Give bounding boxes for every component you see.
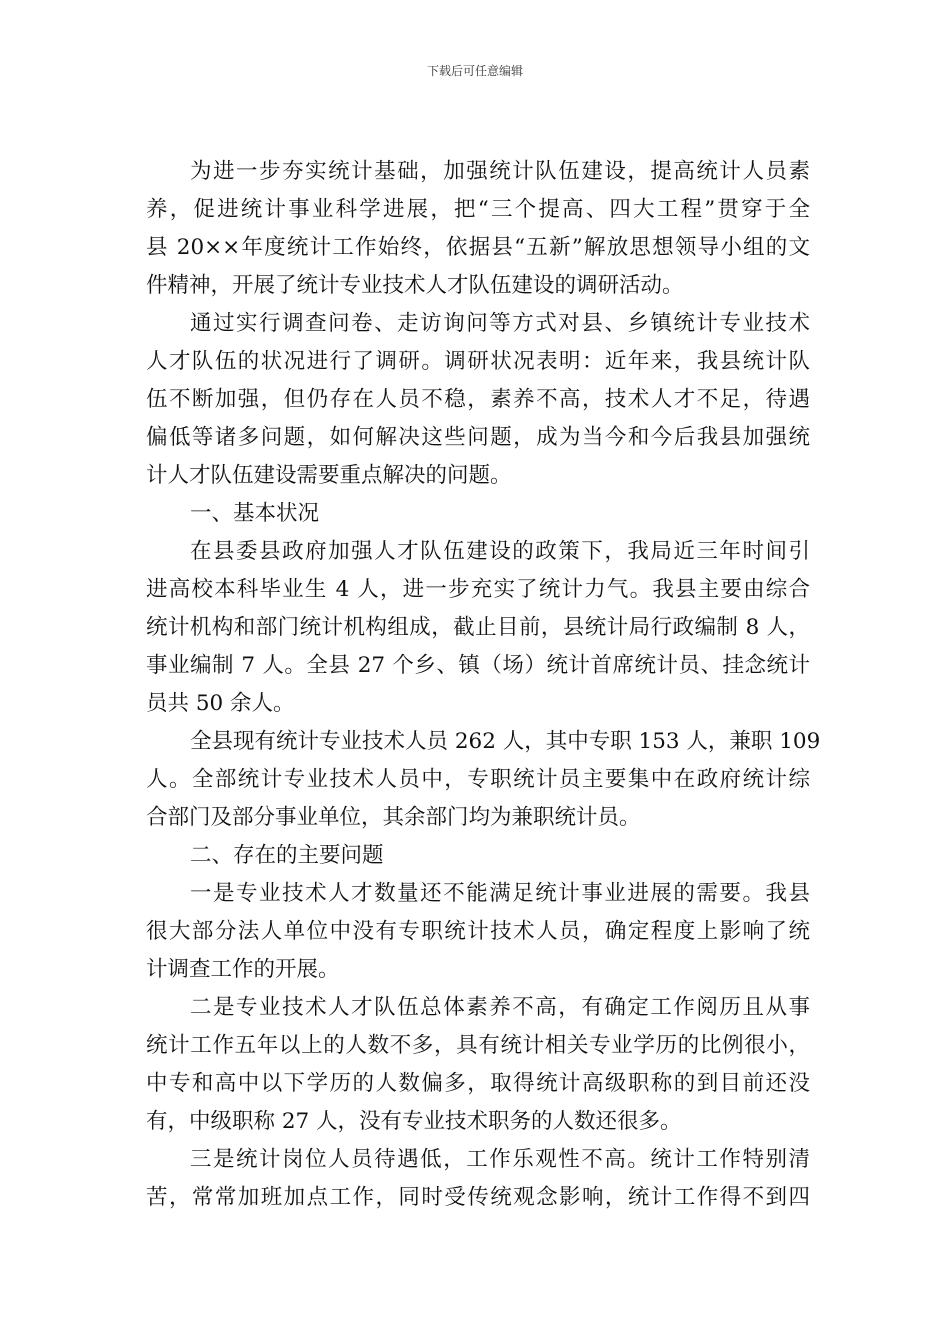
paragraph-line: 中专和高中以下学历的人数偏多，取得统计高级职称的到目前还没 (146, 1071, 810, 1096)
paragraph-line: 有，中级职称 27 人，没有专业技术职务的人数还很多。 (146, 1109, 682, 1134)
paragraph-line: 进高校本科毕业生 4 人，进一步充实了统计力气。我县主要由综合 (146, 577, 810, 602)
paragraph-line: 事业编制 7 人。全县 27 个乡、镇（场）统计首席统计员、挂念统计 (146, 653, 810, 678)
paragraph-first-line: 在县委县政府加强人才队伍建设的政策下，我局近三年时间引 (190, 539, 810, 564)
paragraph-first-line: 一是专业技术人才数量还不能满足统计事业进展的需要。我县 (190, 881, 810, 906)
paragraph-first-line: 全县现有统计专业技术人员 262 人，其中专职 153 人，兼职 109 (190, 729, 821, 754)
paragraph-first-line: 为进一步夯实统计基础，加强统计队伍建设，提高统计人员素 (190, 159, 810, 184)
paragraph-first-line: 三是统计岗位人员待遇低，工作乐观性不高。统计工作特别清 (190, 1147, 810, 1172)
paragraph-first-line: 二是专业技术人才队伍总体素养不高，有确定工作阅历且从事 (190, 995, 810, 1020)
paragraph-line: 人。全部统计专业技术人员中，专职统计员主要集中在政府统计综 (146, 767, 810, 792)
paragraph-line: 员共 50 余人。 (146, 691, 295, 716)
paragraph-first-line: 一、基本状况 (190, 501, 320, 526)
paragraph-line: 很大部分法人单位中没有专职统计技术人员，确定程度上影响了统 (146, 919, 810, 944)
paragraph-first-line: 通过实行调查问卷、走访询问等方式对县、乡镇统计专业技术 (190, 311, 810, 336)
paragraph-line: 统计机构和部门统计机构组成，截止目前，县统计局行政编制 8 人， (146, 615, 810, 640)
document-body (146, 153, 821, 1217)
paragraph-line: 计调查工作的开展。 (146, 957, 340, 982)
paragraph-first-line: 二、存在的主要问题 (190, 843, 384, 868)
paragraph-line: 合部门及部分事业单位，其余部门均为兼职统计员。 (146, 805, 641, 830)
paragraph-line: 苦，常常加班加点工作，同时受传统观念影响，统计工作得不到四 (146, 1185, 810, 1210)
paragraph-line: 计人才队伍建设需要重点解决的问题。 (146, 463, 512, 488)
paragraph-line: 统计工作五年以上的人数不多，具有统计相关专业学历的比例很小， (146, 1033, 810, 1058)
paragraph-line: 偏低等诸多问题，如何解决这些问题，成为当今和今后我县加强统 (146, 425, 810, 450)
paragraph-line: 伍不断加强，但仍存在人员不稳，素养不高，技术人才不足，待遇 (146, 387, 810, 412)
paragraph-line: 养，促进统计事业科学进展，把“三个提高、四大工程”贯穿于全 (146, 197, 810, 222)
paragraph-line: 人才队伍的状况进行了调研。调研状况表明：近年来，我县统计队 (146, 349, 810, 374)
paragraph-line: 县 20××年度统计工作始终，依据县“五新”解放思想领导小组的文 (146, 235, 810, 260)
page-header: 下载后可任意编辑 (426, 64, 523, 78)
paragraph-line: 件精神，开展了统计专业技术人才队伍建设的调研活动。 (146, 273, 684, 298)
